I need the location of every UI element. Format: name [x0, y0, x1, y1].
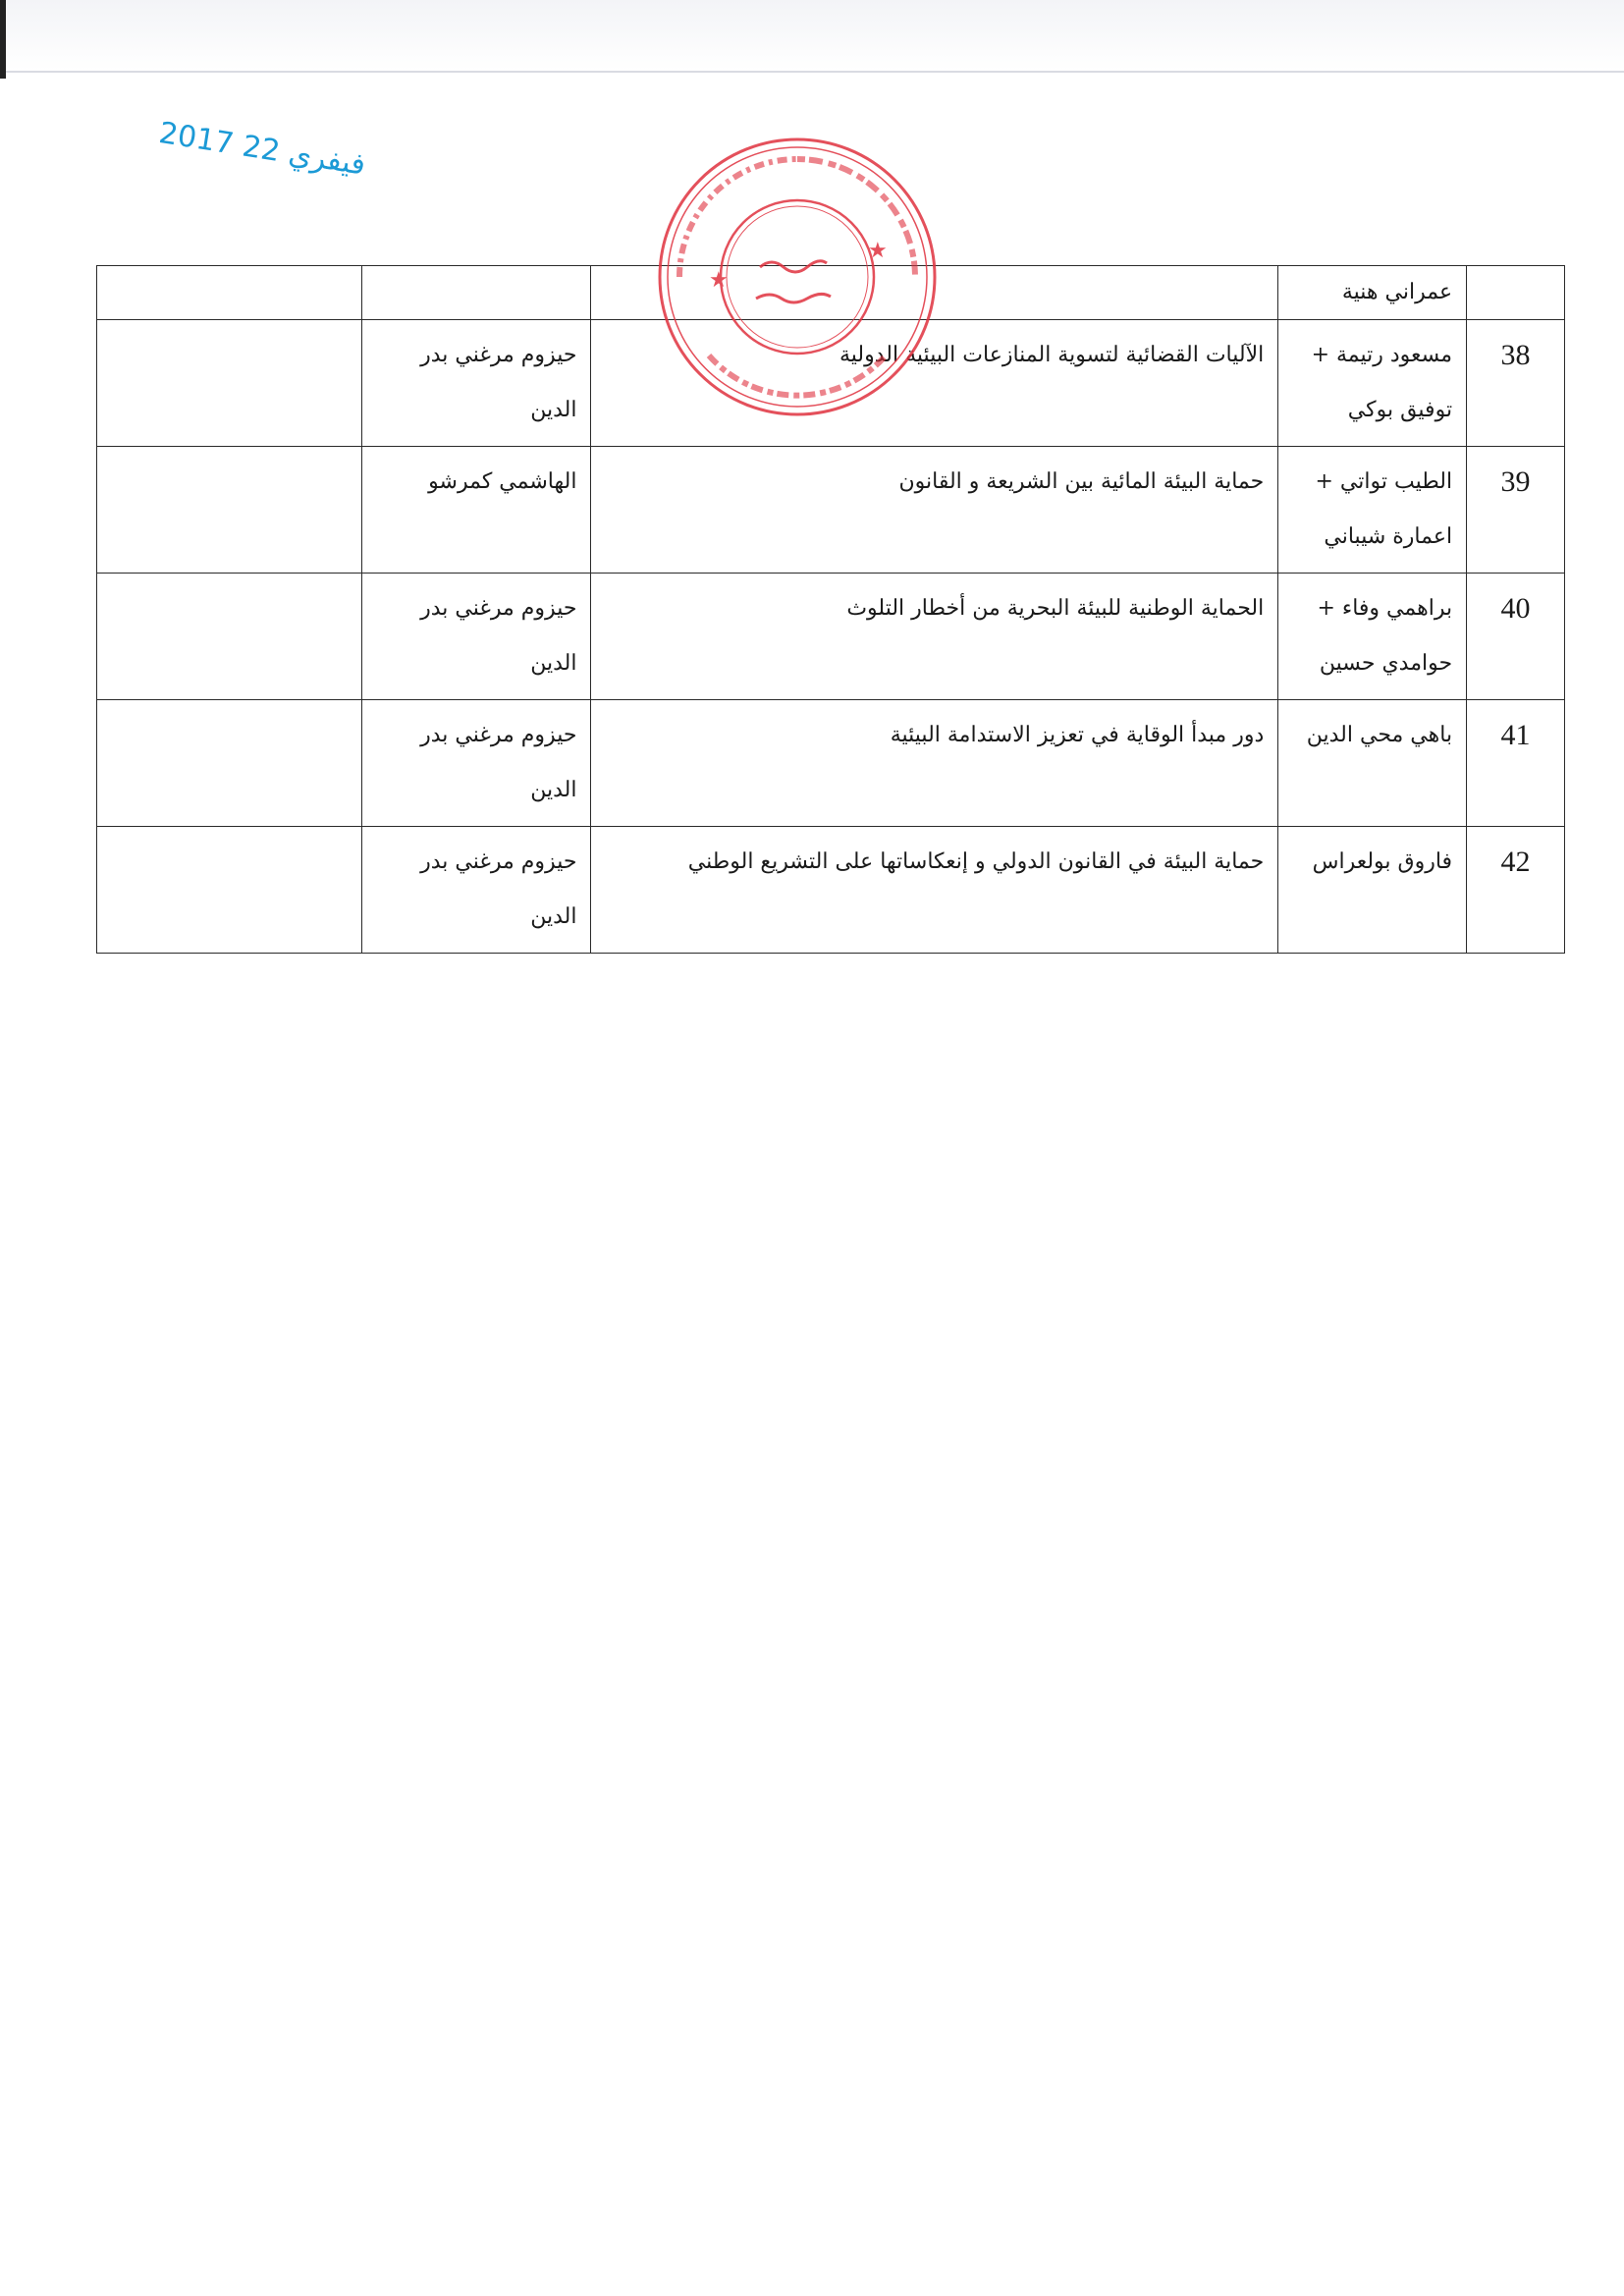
- scan-top-edge: [0, 0, 1624, 73]
- title-cell: حماية البيئة المائية بين الشريعة و القانون: [591, 447, 1278, 574]
- students-cell: [1278, 266, 1467, 320]
- scan-left-edge: [0, 0, 6, 79]
- students-cell: [1278, 827, 1467, 954]
- supervisor-cell: [361, 266, 591, 320]
- supervisor-name: حيزوم مرغني بدر: [420, 343, 577, 367]
- supervisor-cell: [361, 447, 591, 574]
- table-row: [97, 827, 1565, 954]
- supervisor-cell: [361, 320, 591, 447]
- number-cell: 40: [1467, 574, 1565, 700]
- title-cell: [591, 266, 1278, 320]
- supervisor-name: حيزوم مرغني بدر: [420, 723, 577, 747]
- number-cell: 42: [1467, 827, 1565, 954]
- students-cell: [1278, 320, 1467, 447]
- title-cell: دور مبدأ الوقاية في تعزيز الاستدامة البيئية: [591, 700, 1278, 827]
- supervisor-cell: [361, 700, 591, 827]
- number-cell: 38: [1467, 320, 1565, 447]
- supervisor-name: حيزوم مرغني بدر: [420, 849, 577, 874]
- supervisor-name: الدين: [530, 778, 577, 802]
- student-name: فاروق بولعراس: [1312, 849, 1453, 874]
- notes-cell: [97, 827, 362, 954]
- supervisor-cell: [361, 574, 591, 700]
- number-cell: [1467, 266, 1565, 320]
- table-row: [97, 447, 1565, 574]
- date-stamp: 2017 فيفري 22: [156, 116, 368, 183]
- table-row: [97, 574, 1565, 700]
- number-cell: 41: [1467, 700, 1565, 827]
- supervisor-name: الدين: [530, 398, 577, 422]
- title-cell: حماية البيئة في القانون الدولي و إنعكاساتها على التشريع الوطني: [591, 827, 1278, 954]
- notes-cell: [97, 447, 362, 574]
- student-name: توفيق بوكي: [1347, 398, 1453, 422]
- supervisor-name: الهاشمي كمرشو: [428, 469, 577, 494]
- student-name: حوامدي حسين: [1319, 651, 1453, 676]
- number-cell: 39: [1467, 447, 1565, 574]
- title-cell: الآليات القضائية لتسوية المنازعات البيئية الدولية: [591, 320, 1278, 447]
- student-name: الطيب تواتي +: [1315, 469, 1453, 494]
- supervisor-name: حيزوم مرغني بدر: [420, 596, 577, 621]
- svg-text:★: ★: [709, 268, 729, 293]
- students-cell: [1278, 574, 1467, 700]
- notes-cell: [97, 320, 362, 447]
- student-name: عمراني هنية: [1341, 280, 1453, 304]
- title-cell: الحماية الوطنية للبيئة البحرية من أخطار التلوث: [591, 574, 1278, 700]
- notes-cell: [97, 266, 362, 320]
- svg-text:★: ★: [868, 239, 888, 263]
- table-row: [97, 700, 1565, 827]
- students-cell: [1278, 700, 1467, 827]
- table-row-continuation: [97, 266, 1565, 320]
- supervisor-name: الدين: [530, 651, 577, 676]
- notes-cell: [97, 574, 362, 700]
- supervisor-name: الدين: [530, 904, 577, 929]
- supervisor-cell: [361, 827, 591, 954]
- table-row: [97, 320, 1565, 447]
- student-name: براهمي وفاء +: [1317, 596, 1453, 621]
- students-cell: [1278, 447, 1467, 574]
- student-name: اعمارة شيباني: [1324, 524, 1453, 549]
- notes-cell: [97, 700, 362, 827]
- thesis-assignment-table: [96, 265, 1565, 954]
- student-name: باهي محي الدين: [1306, 723, 1453, 747]
- student-name: مسعود رتيمة +: [1311, 343, 1453, 367]
